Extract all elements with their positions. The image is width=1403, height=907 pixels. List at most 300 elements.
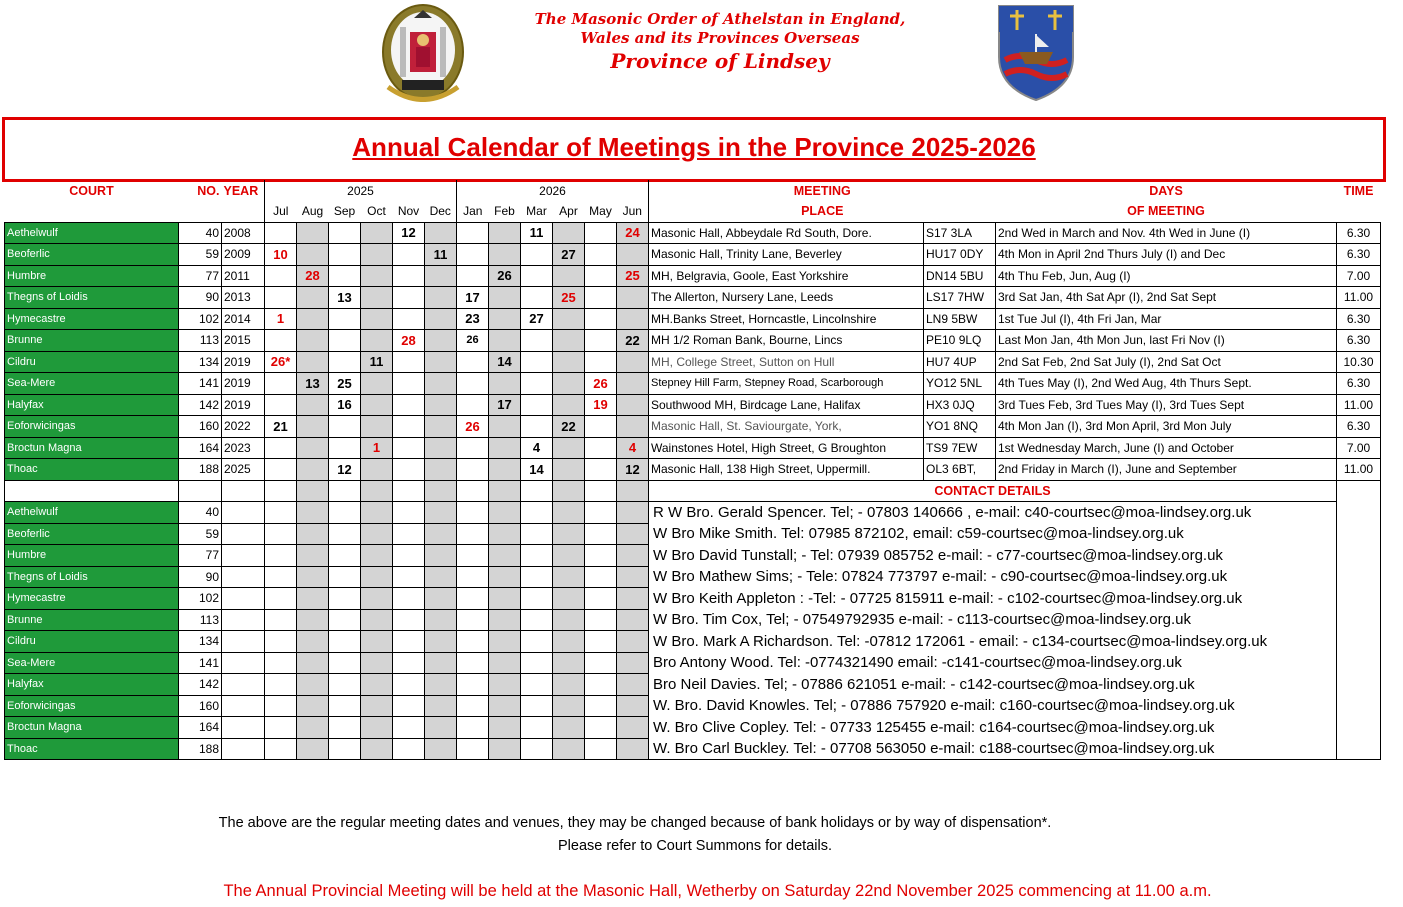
court-name: Thegns of Loidis <box>5 287 179 309</box>
blank-cell <box>361 738 393 760</box>
court-number: 40 <box>179 502 222 524</box>
meeting-date <box>297 437 329 459</box>
court-name: Hymecastre <box>5 588 179 610</box>
meeting-date <box>457 394 489 416</box>
blank-cell <box>585 674 617 696</box>
month-header: May <box>589 204 612 219</box>
blank-cell <box>585 502 617 524</box>
meeting-date <box>585 351 617 373</box>
blank-cell <box>361 631 393 653</box>
postcode: OL3 6BT, <box>924 459 996 481</box>
court-number: 142 <box>179 394 222 416</box>
contact-details: W Bro Mike Smith. Tel: 07985 872102, email: c59-courtsec@moa-lindsey.org.uk <box>649 523 1337 545</box>
blank-cell <box>585 480 617 502</box>
blank-cell <box>457 609 489 631</box>
court-name: Beoferlic <box>5 244 179 266</box>
blank-cell <box>222 695 265 717</box>
meeting-date: 28 <box>393 330 425 352</box>
blank-cell <box>265 480 297 502</box>
blank-cell <box>457 695 489 717</box>
blank-cell <box>489 652 521 674</box>
meeting-place: MH, College Street, Sutton on Hull <box>649 351 924 373</box>
blank-cell <box>617 652 649 674</box>
meeting-date <box>425 330 457 352</box>
meeting-date <box>585 222 617 244</box>
meeting-date: 26 <box>585 373 617 395</box>
contact-row <box>5 631 1381 653</box>
contact-details: W. Bro Clive Copley. Tel: - 07733 125455 e-mail: c164-courtsec@moa-lindsey.org.uk <box>649 717 1337 739</box>
court-name: Beoferlic <box>5 523 179 545</box>
meeting-date <box>457 244 489 266</box>
footer-note-1: The above are the regular meeting dates and venues, they may be changed because of bank holidays or by way of dispensation*. <box>218 815 1052 831</box>
meeting-date: 26 <box>457 330 489 352</box>
meeting-date <box>553 308 585 330</box>
blank-cell <box>489 738 521 760</box>
meeting-place: Southwood MH, Birdcage Lane, Halifax <box>649 394 924 416</box>
blank-cell <box>425 717 457 739</box>
meeting-date <box>393 244 425 266</box>
blank-cell <box>585 566 617 588</box>
meeting-date: 26 <box>457 416 489 438</box>
meeting-date <box>457 222 489 244</box>
blank-cell <box>521 631 553 653</box>
meeting-date <box>585 287 617 309</box>
contact-row <box>5 652 1381 674</box>
court-year: 2009 <box>222 244 265 266</box>
contact-details: W Bro Keith Appleton : -Tel: - 07725 815911 e-mail: - c102-courtsec@moa-lindsey.org.uk <box>649 588 1337 610</box>
court-number: 142 <box>179 674 222 696</box>
month-header: Jun <box>617 201 649 222</box>
blank-cell <box>222 631 265 653</box>
blank-cell <box>222 588 265 610</box>
meeting-date: 17 <box>457 287 489 309</box>
meetings-table <box>4 180 1381 760</box>
meeting-date <box>425 351 457 373</box>
blank-cell <box>265 588 297 610</box>
court-year: 2019 <box>222 373 265 395</box>
blank-cell <box>425 523 457 545</box>
blank-cell <box>297 631 329 653</box>
blank-cell <box>617 523 649 545</box>
blank-cell <box>553 588 585 610</box>
blank-cell <box>297 545 329 567</box>
court-row <box>5 308 1381 330</box>
court-name: Broctun Magna <box>5 717 179 739</box>
meeting-date <box>553 222 585 244</box>
blank-cell <box>521 609 553 631</box>
contact-details: W Bro Mathew Sims; - Tele: 07824 773797 e-mail: - c90-courtsec@moa-lindsey.org.uk <box>649 566 1337 588</box>
meeting-date <box>521 265 553 287</box>
blank-cell <box>265 502 297 524</box>
meeting-date <box>329 244 361 266</box>
blank-cell <box>297 588 329 610</box>
meeting-days: 4th Mon Jan (I), 3rd Mon April, 3rd Mon July <box>996 416 1337 438</box>
court-number: 160 <box>179 416 222 438</box>
postcode: HU17 0DY <box>924 244 996 266</box>
court-year: 2015 <box>222 330 265 352</box>
blank-cell <box>489 631 521 653</box>
blank-cell <box>361 480 393 502</box>
meeting-date: 17 <box>489 394 521 416</box>
court-number: 102 <box>179 308 222 330</box>
blank-cell <box>265 566 297 588</box>
blank-cell <box>553 652 585 674</box>
meeting-date <box>425 373 457 395</box>
meeting-time: 6.30 <box>1337 244 1381 266</box>
meeting-date <box>489 287 521 309</box>
contact-details: R W Bro. Gerald Spencer. Tel; - 07803 140666 , e-mail: c40-courtsec@moa-lindsey.org.uk <box>649 502 1337 524</box>
meeting-date <box>521 416 553 438</box>
court-year: 2008 <box>222 222 265 244</box>
blank-cell <box>222 609 265 631</box>
blank-cell <box>521 674 553 696</box>
court-name: Humbre <box>5 545 179 567</box>
blank-cell <box>457 674 489 696</box>
blank-cell <box>265 674 297 696</box>
blank-cell <box>265 738 297 760</box>
blank-cell <box>297 523 329 545</box>
col-meeting: MEETING <box>793 183 851 198</box>
court-row <box>5 416 1381 438</box>
meeting-time: 6.30 <box>1337 222 1381 244</box>
meeting-date: 25 <box>329 373 361 395</box>
meeting-date <box>393 394 425 416</box>
meeting-place: Wainstones Hotel, High Street, G Broughton <box>649 437 924 459</box>
month-header: Nov <box>397 204 420 219</box>
meeting-date <box>329 437 361 459</box>
contact-details: W. Bro. David Knowles. Tel; - 07886 757920 e-mail: c160-courtsec@moa-lindsey.org.uk <box>649 695 1337 717</box>
blank-cell <box>222 738 265 760</box>
meeting-date <box>329 265 361 287</box>
meeting-date: 13 <box>329 287 361 309</box>
meeting-time: 6.30 <box>1337 373 1381 395</box>
contact-row <box>5 717 1381 739</box>
blank-cell <box>361 609 393 631</box>
meeting-date <box>329 308 361 330</box>
organisation-name <box>520 10 920 74</box>
blank-cell <box>617 695 649 717</box>
court-name: Cildru <box>5 631 179 653</box>
blank-cell <box>553 502 585 524</box>
meeting-date <box>457 459 489 481</box>
blank-cell <box>521 652 553 674</box>
blank-cell <box>521 717 553 739</box>
blank-cell <box>265 652 297 674</box>
court-number: 59 <box>179 523 222 545</box>
meeting-date <box>329 416 361 438</box>
org-line-1: The Masonic Order of Athelstan in England, <box>534 10 906 28</box>
court-name: Broctun Magna <box>5 437 179 459</box>
meeting-date <box>425 308 457 330</box>
postcode: LN9 5BW <box>924 308 996 330</box>
time-spacer <box>1337 480 1381 760</box>
blank-cell <box>425 674 457 696</box>
meeting-time: 6.30 <box>1337 330 1381 352</box>
meeting-place: The Allerton, Nursery Lane, Leeds <box>649 287 924 309</box>
blank-cell <box>222 566 265 588</box>
blank-cell <box>489 609 521 631</box>
blank-cell <box>521 588 553 610</box>
meeting-date <box>521 287 553 309</box>
court-row <box>5 459 1381 481</box>
court-row <box>5 265 1381 287</box>
blank-cell <box>297 695 329 717</box>
meeting-date <box>457 373 489 395</box>
meeting-date <box>553 459 585 481</box>
blank-cell <box>425 609 457 631</box>
blank-cell <box>457 631 489 653</box>
court-number: 134 <box>179 351 222 373</box>
meeting-date <box>393 459 425 481</box>
court-name: Aethelwulf <box>5 222 179 244</box>
meeting-date: 16 <box>329 394 361 416</box>
meeting-days: 2nd Friday in March (I), June and September <box>996 459 1337 481</box>
meeting-date <box>265 265 297 287</box>
blank-cell <box>425 588 457 610</box>
blank-cell <box>297 717 329 739</box>
blank-cell <box>222 523 265 545</box>
meeting-date <box>585 459 617 481</box>
title-box <box>2 117 1386 182</box>
blank-cell <box>222 545 265 567</box>
blank-cell <box>5 480 179 502</box>
court-number: 188 <box>179 738 222 760</box>
meeting-date <box>585 308 617 330</box>
meeting-date: 22 <box>553 416 585 438</box>
court-name: Thoac <box>5 738 179 760</box>
meeting-time: 7.00 <box>1337 437 1381 459</box>
meeting-date: 1 <box>265 308 297 330</box>
blank-cell <box>457 652 489 674</box>
meeting-date <box>329 351 361 373</box>
meeting-date: 26* <box>265 351 297 373</box>
blank-cell <box>521 502 553 524</box>
meeting-days: 4th Thu Feb, Jun, Aug (I) <box>996 265 1337 287</box>
court-name: Brunne <box>5 609 179 631</box>
blank-cell <box>521 480 553 502</box>
meeting-date <box>521 330 553 352</box>
col-year-2025: 2025 <box>265 180 457 201</box>
postcode: DN14 5BU <box>924 265 996 287</box>
court-row <box>5 351 1381 373</box>
meeting-date <box>457 351 489 373</box>
contact-details-heading: CONTACT DETAILS <box>649 480 1337 502</box>
blank-cell <box>393 717 425 739</box>
postcode: HU7 4UP <box>924 351 996 373</box>
blank-cell <box>329 502 361 524</box>
contact-row <box>5 566 1381 588</box>
court-row <box>5 394 1381 416</box>
contact-details: W Bro. Mark A Richardson. Tel: -07812 172061 - email: - c134-courtsec@moa-lindsey.org.uk <box>649 631 1337 653</box>
court-row <box>5 287 1381 309</box>
meeting-date: 1 <box>361 437 393 459</box>
meeting-date <box>329 330 361 352</box>
meeting-date <box>265 437 297 459</box>
meeting-date: 12 <box>393 222 425 244</box>
blank-cell <box>489 545 521 567</box>
blank-cell <box>222 674 265 696</box>
blank-cell <box>521 523 553 545</box>
blank-cell <box>585 738 617 760</box>
meeting-time: 10.30 <box>1337 351 1381 373</box>
postcode: PE10 9LQ <box>924 330 996 352</box>
meeting-date <box>585 437 617 459</box>
blank-cell <box>553 480 585 502</box>
meeting-date <box>425 394 457 416</box>
court-row <box>5 244 1381 266</box>
meeting-date <box>297 330 329 352</box>
meeting-date <box>297 351 329 373</box>
blank-cell <box>617 502 649 524</box>
contact-details: W Bro. Tim Cox, Tel; - 07549792935 e-mail: - c113-courtsec@moa-lindsey.org.uk <box>649 609 1337 631</box>
court-name: Brunne <box>5 330 179 352</box>
meeting-date: 11 <box>425 244 457 266</box>
meeting-days: 4th Tues May (I), 2nd Wed Aug, 4th Thurs Sept. <box>996 373 1337 395</box>
meeting-date: 19 <box>585 394 617 416</box>
blank-cell <box>521 566 553 588</box>
meeting-days: 2nd Wed in March and Nov. 4th Wed in June (I) <box>996 222 1337 244</box>
blank-cell <box>617 588 649 610</box>
blank-cell <box>553 523 585 545</box>
blank-cell <box>393 523 425 545</box>
meeting-date <box>585 244 617 266</box>
meeting-date <box>617 308 649 330</box>
meeting-date: 22 <box>617 330 649 352</box>
meeting-date <box>393 287 425 309</box>
blank-cell <box>585 652 617 674</box>
meeting-date <box>297 222 329 244</box>
meeting-date: 11 <box>361 351 393 373</box>
blank-cell <box>393 609 425 631</box>
court-name: Cildru <box>5 351 179 373</box>
page-header <box>0 0 1403 118</box>
court-name: Thoac <box>5 459 179 481</box>
blank-cell <box>489 695 521 717</box>
meeting-time: 6.30 <box>1337 416 1381 438</box>
meeting-date <box>297 394 329 416</box>
meeting-date <box>553 437 585 459</box>
meeting-days: 2nd Sat Feb, 2nd Sat July (I), 2nd Sat Oct <box>996 351 1337 373</box>
meeting-date: 26 <box>489 265 521 287</box>
page-title: Annual Calendar of Meetings in the Province 2025-2026 <box>352 132 1036 162</box>
meeting-date <box>425 459 457 481</box>
court-number: 77 <box>179 265 222 287</box>
blank-cell <box>553 631 585 653</box>
blank-cell <box>393 631 425 653</box>
court-name: Sea-Mere <box>5 373 179 395</box>
meeting-date: 23 <box>457 308 489 330</box>
meeting-date <box>521 394 553 416</box>
meeting-date: 12 <box>617 459 649 481</box>
meeting-date: 11 <box>521 222 553 244</box>
meeting-date <box>489 459 521 481</box>
blank-cell <box>457 738 489 760</box>
contact-row <box>5 674 1381 696</box>
meeting-days: 1st Wednesday March, June (I) and October <box>996 437 1337 459</box>
footer-note-2: Please refer to Court Summons for details. <box>557 838 832 854</box>
blank-cell <box>265 545 297 567</box>
court-number: 164 <box>179 717 222 739</box>
meeting-date <box>297 287 329 309</box>
blank-cell <box>553 717 585 739</box>
meeting-date <box>617 373 649 395</box>
blank-cell <box>329 631 361 653</box>
meeting-date <box>361 308 393 330</box>
meeting-date <box>553 351 585 373</box>
meeting-date <box>521 351 553 373</box>
blank-cell <box>297 502 329 524</box>
org-line-3: Province of Lindsey <box>610 49 830 73</box>
court-name: Thegns of Loidis <box>5 566 179 588</box>
contact-header-row <box>5 480 1381 502</box>
meeting-place: MH 1/2 Roman Bank, Bourne, Lincs <box>649 330 924 352</box>
col-days: DAYS <box>1149 183 1183 198</box>
month-header: Jul <box>265 201 297 222</box>
blank-cell <box>297 652 329 674</box>
court-number: 59 <box>179 244 222 266</box>
meeting-place: Masonic Hall, Abbeydale Rd South, Dore. <box>649 222 924 244</box>
postcode: LS17 7HW <box>924 287 996 309</box>
meeting-date: 4 <box>521 437 553 459</box>
meeting-date <box>489 373 521 395</box>
court-year: 2022 <box>222 416 265 438</box>
court-row <box>5 222 1381 244</box>
blank-cell <box>585 545 617 567</box>
contact-details: W Bro David Tunstall; - Tel: 07939 085752 e-mail: - c77-courtsec@moa-lindsey.org.uk <box>649 545 1337 567</box>
meeting-date: 10 <box>265 244 297 266</box>
blank-cell <box>329 545 361 567</box>
meeting-place: Stepney Hill Farm, Stepney Road, Scarborough <box>649 373 924 395</box>
meeting-date <box>265 330 297 352</box>
col-no: NO. <box>197 183 220 198</box>
meeting-date <box>585 265 617 287</box>
blank-cell <box>425 566 457 588</box>
meeting-date <box>297 459 329 481</box>
contact-row <box>5 523 1381 545</box>
blank-cell <box>585 523 617 545</box>
blank-cell <box>489 566 521 588</box>
blank-cell <box>361 588 393 610</box>
blank-cell <box>297 674 329 696</box>
meeting-date <box>489 308 521 330</box>
blank-cell <box>425 545 457 567</box>
blank-cell <box>329 523 361 545</box>
month-header: Sep <box>333 204 356 219</box>
blank-cell <box>329 738 361 760</box>
col-place: PLACE <box>801 204 844 219</box>
blank-cell <box>393 480 425 502</box>
col-time: TIME <box>1343 183 1374 198</box>
blank-cell <box>553 609 585 631</box>
meeting-date <box>425 287 457 309</box>
blank-cell <box>329 674 361 696</box>
meeting-place: Masonic Hall, 138 High Street, Uppermill. <box>649 459 924 481</box>
court-number: 113 <box>179 330 222 352</box>
meeting-date <box>425 222 457 244</box>
blank-cell <box>297 480 329 502</box>
meeting-date: 4 <box>617 437 649 459</box>
col-year: YEAR <box>223 183 259 198</box>
meeting-days: 3rd Sat Jan, 4th Sat Apr (I), 2nd Sat Sept <box>996 287 1337 309</box>
blank-cell <box>265 609 297 631</box>
contact-details: Bro Antony Wood. Tel: -0774321490 email: -c141-courtsec@moa-lindsey.org.uk <box>649 652 1337 674</box>
meeting-date <box>265 373 297 395</box>
blank-cell <box>617 566 649 588</box>
blank-cell <box>393 738 425 760</box>
blank-cell <box>585 717 617 739</box>
blank-cell <box>425 695 457 717</box>
meeting-time: 6.30 <box>1337 308 1381 330</box>
